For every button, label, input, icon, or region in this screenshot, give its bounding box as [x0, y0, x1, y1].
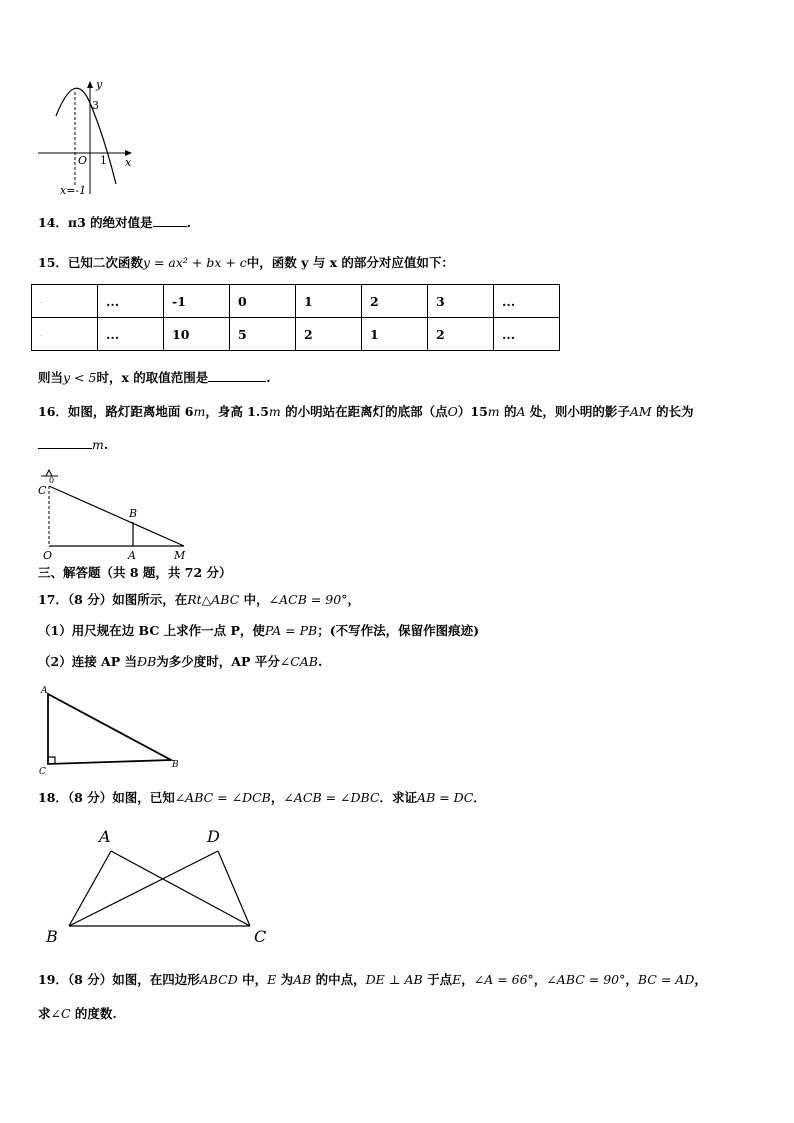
unit-m: m [268, 404, 281, 419]
q16-text: 处，则小明的影子 [525, 404, 630, 419]
q17-text: ， [347, 592, 360, 607]
question-18 [38, 790, 486, 806]
q19-text: 中， [237, 972, 268, 987]
table-cell: -1 [164, 285, 230, 318]
question-14 [38, 214, 191, 231]
q19-text: 于点 [422, 972, 453, 987]
question-15-followup [38, 369, 271, 386]
q19-text: 求 [38, 1006, 51, 1021]
angle-c: ∠C [50, 1006, 71, 1021]
angle-b-symbol: ÐB [137, 654, 157, 669]
q17-text: 中， [239, 592, 269, 607]
point-c-label: C [39, 767, 46, 777]
triangle-abc [48, 694, 171, 764]
q16-text: 的小明站在距离灯的底部（点 [280, 404, 448, 419]
question-14-number: 14． [38, 215, 68, 230]
q19-text: 的度数. [70, 1006, 117, 1021]
table-cell: . [32, 318, 98, 351]
q19-text: ， [461, 972, 474, 987]
q17-part2-text: （2）连接 AP 当 [38, 654, 137, 669]
q17-part1-text: ；(不写作法，保留作图痕迹) [317, 623, 480, 638]
table-cell: 1 [296, 285, 362, 318]
table-row [32, 285, 560, 318]
q19-text: 的中点， [311, 972, 366, 987]
unit-m: m [487, 404, 500, 419]
q19-text: 19．（8 分）如图，在四边形 [38, 972, 200, 987]
question-15-prefix: 15．已知二次函数 [38, 255, 143, 270]
x-axis-label: x [125, 156, 132, 169]
q18-text: ． [473, 790, 486, 805]
question-14-text: 3 的绝对值是 [77, 215, 153, 230]
question-17 [38, 592, 360, 608]
segment-ab [69, 851, 111, 926]
question-19 [38, 972, 707, 988]
angle-equation-2: ∠ACB = ∠DBC [283, 790, 380, 805]
segment-bd [69, 851, 218, 926]
table-cell: 2 [296, 318, 362, 351]
pi-symbol: π [67, 215, 78, 230]
q16-text: ，身高 1.5 [205, 404, 269, 419]
point-c-label: C [38, 484, 47, 497]
question-19-line2 [38, 1006, 117, 1022]
table-cell: 5 [230, 318, 296, 351]
question-14-end: . [186, 215, 191, 230]
answer-blank [38, 436, 92, 449]
y-intercept-label: 3 [92, 99, 99, 112]
unit-m: m [92, 437, 104, 452]
unit-m: m [193, 404, 206, 419]
point-b-label: B [129, 507, 138, 520]
question-15 [38, 255, 454, 271]
light-ray [49, 486, 184, 546]
lamp-figure [36, 462, 196, 564]
table-cell: ... [494, 318, 560, 351]
q19-text: 为 [276, 972, 294, 987]
bc-ad-expression: BC = AD [637, 972, 695, 987]
lamp-label: 0 [49, 476, 55, 485]
value-table [31, 284, 560, 351]
y-axis-label: y [96, 78, 103, 91]
angle-abc-expression: ∠ABC = 90° [546, 972, 626, 987]
crossing-triangles-figure [40, 822, 280, 950]
angle-expression: ∠ACB = 90° [268, 592, 348, 607]
table-cell: 2 [362, 285, 428, 318]
segment-dc [218, 851, 250, 926]
quadratic-function: y = ax² + bx + c [142, 255, 247, 270]
table-cell: 0 [230, 285, 296, 318]
q17-part2-text: 为多少度时，AP 平分 [156, 654, 280, 669]
condition-expression: y < 5 [63, 370, 97, 385]
q17-part1-text: （1）用尺规在边 BC 上求作一点 P，使 [38, 623, 265, 638]
answer-blank [208, 369, 266, 382]
q19-text: ， [533, 972, 547, 987]
q19-text: ， [694, 972, 707, 987]
angle-equation-1: ∠ABC = ∠DCB [174, 790, 271, 805]
point-b-label: B [172, 760, 179, 770]
table-cell: ... [98, 318, 164, 351]
followup-suffix: 时，x 的取值范围是 [96, 370, 209, 385]
q18-text: ， [270, 790, 284, 805]
question-16-line2 [38, 436, 108, 453]
point-o-label: O [43, 549, 53, 562]
triangle-expression: Rt△ABC [187, 592, 240, 607]
angle-a-expression: ∠A = 66° [473, 972, 534, 987]
point-e: E [452, 972, 462, 987]
followup-end: . [266, 370, 271, 385]
table-cell: 1 [362, 318, 428, 351]
q16-end: . [103, 437, 109, 452]
section-heading: 三、解答题（共 8 题，共 72 分） [38, 565, 232, 580]
point-d-label: D [207, 827, 220, 846]
segment-ab: AB [293, 972, 312, 987]
question-16 [38, 404, 694, 420]
table-cell: 10 [164, 318, 230, 351]
y-axis-arrow [87, 81, 93, 88]
question-15-suffix: 中，函数 y 与 x 的部分对应值如下： [246, 255, 454, 270]
x-tick-label: 1 [100, 154, 107, 167]
point-a-label: A [41, 686, 48, 696]
answer-blank [153, 214, 187, 227]
point-o: O [447, 404, 458, 419]
point-a-label: A [128, 549, 136, 562]
perpendicular-expression: DE ⊥ AB [365, 972, 423, 987]
question-17-part1 [38, 623, 479, 639]
quadrilateral-abcd: ABCD [199, 972, 238, 987]
point-a-label: A [99, 827, 111, 846]
q16-text: 16．如图，路灯距离地面 6 [38, 404, 194, 419]
right-triangle-figure [36, 682, 186, 778]
point-e: E [267, 972, 277, 987]
table-row [32, 318, 560, 351]
symmetry-line-label: x=-1 [60, 184, 87, 197]
segment-ac [111, 851, 250, 926]
conclusion-equation: AB = DC [417, 790, 474, 805]
point-c-label: C [254, 927, 267, 946]
question-17-part2 [38, 654, 322, 670]
equation-pa-pb: PA = PB [264, 623, 318, 638]
parabola-curve [56, 88, 116, 184]
table-cell: . [32, 285, 98, 318]
q16-text: 的 [499, 404, 517, 419]
angle-cab: ∠CAB [279, 654, 318, 669]
origin-label: O [78, 154, 88, 167]
point-b-label: B [46, 927, 58, 946]
segment-am: AM [629, 404, 652, 419]
table-cell: ... [98, 285, 164, 318]
table-cell: 3 [428, 285, 494, 318]
q18-text: 18．（8 分）如图，已知 [38, 790, 175, 805]
table-cell: ... [494, 285, 560, 318]
q19-text: ， [625, 972, 638, 987]
point-a: A [516, 404, 526, 419]
followup-prefix: 则当 [38, 370, 64, 385]
q17-text: 17．（8 分）如图所示，在 [38, 592, 188, 607]
point-m-label: M [174, 549, 186, 562]
q16-text: ）15 [457, 404, 488, 419]
q18-text: ．求证 [379, 790, 418, 805]
parabola-figure [34, 76, 144, 198]
q17-part2-text: . [318, 654, 323, 669]
table-cell: 2 [428, 318, 494, 351]
q16-text: 的长为 [651, 404, 694, 419]
